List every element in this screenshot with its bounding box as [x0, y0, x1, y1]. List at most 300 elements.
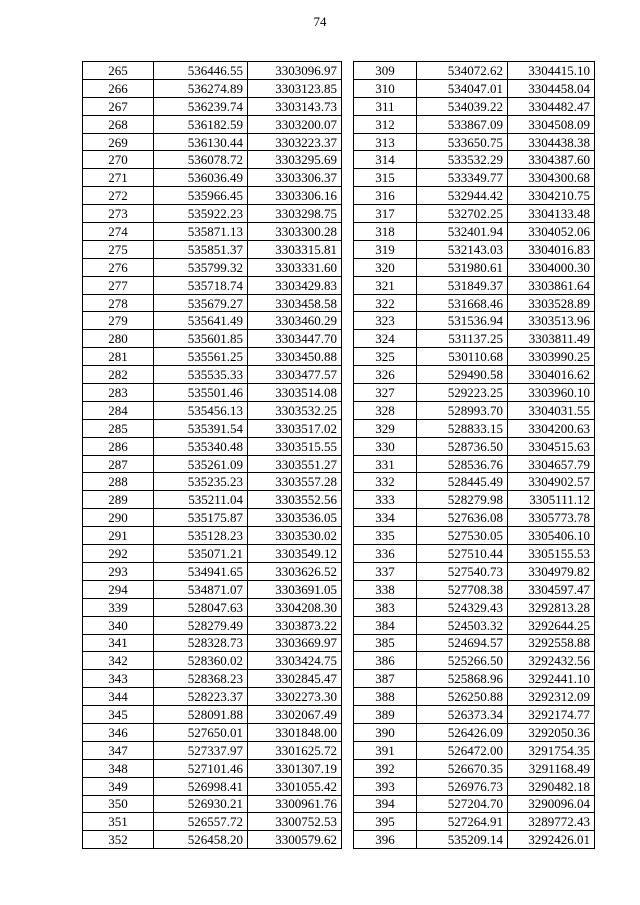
- x-coordinate-cell: 528047.63: [154, 598, 248, 616]
- x-coordinate-cell: 535966.45: [154, 187, 248, 205]
- y-coordinate-cell: 3305155.53: [508, 545, 595, 563]
- table-row: [354, 509, 595, 527]
- y-coordinate-cell: 3303306.16: [248, 187, 342, 205]
- table-row: [354, 205, 595, 223]
- table-row: [83, 187, 342, 205]
- y-coordinate-cell: 3291168.49: [508, 759, 595, 777]
- point-number-cell: 293: [83, 562, 154, 580]
- table-row: [83, 312, 342, 330]
- point-number-cell: 334: [354, 509, 417, 527]
- x-coordinate-cell: 534941.65: [154, 562, 248, 580]
- table-row: [83, 562, 342, 580]
- x-coordinate-cell: 532944.42: [417, 187, 508, 205]
- y-coordinate-cell: 3292050.36: [508, 723, 595, 741]
- x-coordinate-cell: 528445.49: [417, 473, 508, 491]
- table-row: [83, 688, 342, 706]
- coordinates-table-right: [353, 61, 595, 849]
- y-coordinate-cell: 3304415.10: [508, 62, 595, 80]
- y-coordinate-cell: 3292174.77: [508, 706, 595, 724]
- table-row: [83, 133, 342, 151]
- table-row: [83, 473, 342, 491]
- table-row: [83, 330, 342, 348]
- point-number-cell: 282: [83, 366, 154, 384]
- y-coordinate-cell: 3303477.57: [248, 366, 342, 384]
- y-coordinate-cell: 3305111.12: [508, 491, 595, 509]
- y-coordinate-cell: 3304902.57: [508, 473, 595, 491]
- x-coordinate-cell: 527204.70: [417, 795, 508, 813]
- coordinates-table-left: [82, 61, 342, 849]
- table-row: [354, 741, 595, 759]
- y-coordinate-cell: 3304597.47: [508, 580, 595, 598]
- table-row: [83, 401, 342, 419]
- point-number-cell: 330: [354, 437, 417, 455]
- x-coordinate-cell: 535561.25: [154, 348, 248, 366]
- y-coordinate-cell: 3304133.48: [508, 205, 595, 223]
- point-number-cell: 328: [354, 401, 417, 419]
- y-coordinate-cell: 3304016.83: [508, 240, 595, 258]
- point-number-cell: 385: [354, 634, 417, 652]
- point-number-cell: 388: [354, 688, 417, 706]
- point-number-cell: 339: [83, 598, 154, 616]
- x-coordinate-cell: 532401.94: [417, 223, 508, 241]
- y-coordinate-cell: 3303552.56: [248, 491, 342, 509]
- x-coordinate-cell: 534039.22: [417, 97, 508, 115]
- table-row: [354, 115, 595, 133]
- point-number-cell: 274: [83, 223, 154, 241]
- table-row: [354, 562, 595, 580]
- y-coordinate-cell: 3303515.55: [248, 437, 342, 455]
- table-row: [83, 777, 342, 795]
- point-number-cell: 322: [354, 294, 417, 312]
- point-number-cell: 292: [83, 545, 154, 563]
- y-coordinate-cell: 3303223.37: [248, 133, 342, 151]
- x-coordinate-cell: 533532.29: [417, 151, 508, 169]
- y-coordinate-cell: 3303300.28: [248, 223, 342, 241]
- x-coordinate-cell: 534871.07: [154, 580, 248, 598]
- table-row: [83, 723, 342, 741]
- y-coordinate-cell: 3303447.70: [248, 330, 342, 348]
- y-coordinate-cell: 3291754.35: [508, 741, 595, 759]
- x-coordinate-cell: 534072.62: [417, 62, 508, 80]
- y-coordinate-cell: 3303669.97: [248, 634, 342, 652]
- point-number-cell: 272: [83, 187, 154, 205]
- point-number-cell: 340: [83, 616, 154, 634]
- y-coordinate-cell: 3303557.28: [248, 473, 342, 491]
- point-number-cell: 283: [83, 384, 154, 402]
- table-row: [83, 741, 342, 759]
- x-coordinate-cell: 535601.85: [154, 330, 248, 348]
- point-number-cell: 275: [83, 240, 154, 258]
- x-coordinate-cell: 528328.73: [154, 634, 248, 652]
- y-coordinate-cell: 3304979.82: [508, 562, 595, 580]
- y-coordinate-cell: 3303861.64: [508, 276, 595, 294]
- x-coordinate-cell: 535071.21: [154, 545, 248, 563]
- table-row: [354, 759, 595, 777]
- x-coordinate-cell: 534047.01: [417, 79, 508, 97]
- table-row: [354, 62, 595, 80]
- x-coordinate-cell: 530110.68: [417, 348, 508, 366]
- table-row: [83, 79, 342, 97]
- y-coordinate-cell: 3303460.29: [248, 312, 342, 330]
- y-coordinate-cell: 3292312.09: [508, 688, 595, 706]
- x-coordinate-cell: 529223.25: [417, 384, 508, 402]
- table-row: [354, 455, 595, 473]
- table-row: [83, 491, 342, 509]
- x-coordinate-cell: 528279.98: [417, 491, 508, 509]
- point-number-cell: 318: [354, 223, 417, 241]
- x-coordinate-cell: 535209.14: [417, 831, 508, 849]
- point-number-cell: 389: [354, 706, 417, 724]
- y-coordinate-cell: 3303514.08: [248, 384, 342, 402]
- x-coordinate-cell: 529490.58: [417, 366, 508, 384]
- point-number-cell: 289: [83, 491, 154, 509]
- point-number-cell: 270: [83, 151, 154, 169]
- x-coordinate-cell: 526557.72: [154, 813, 248, 831]
- table-row: [354, 491, 595, 509]
- x-coordinate-cell: 528833.15: [417, 419, 508, 437]
- x-coordinate-cell: 532143.03: [417, 240, 508, 258]
- point-number-cell: 344: [83, 688, 154, 706]
- y-coordinate-cell: 3292426.01: [508, 831, 595, 849]
- x-coordinate-cell: 526976.73: [417, 777, 508, 795]
- x-coordinate-cell: 535922.23: [154, 205, 248, 223]
- y-coordinate-cell: 3304458.04: [508, 79, 595, 97]
- x-coordinate-cell: 526426.09: [417, 723, 508, 741]
- x-coordinate-cell: 535535.33: [154, 366, 248, 384]
- x-coordinate-cell: 528993.70: [417, 401, 508, 419]
- x-coordinate-cell: 526250.88: [417, 688, 508, 706]
- y-coordinate-cell: 3303626.52: [248, 562, 342, 580]
- y-coordinate-cell: 3303295.69: [248, 151, 342, 169]
- x-coordinate-cell: 526373.34: [417, 706, 508, 724]
- y-coordinate-cell: 3292432.56: [508, 652, 595, 670]
- x-coordinate-cell: 526472.00: [417, 741, 508, 759]
- point-number-cell: 386: [354, 652, 417, 670]
- y-coordinate-cell: 3292813.28: [508, 598, 595, 616]
- y-coordinate-cell: 3302273.30: [248, 688, 342, 706]
- y-coordinate-cell: 3304438.38: [508, 133, 595, 151]
- y-coordinate-cell: 3290482.18: [508, 777, 595, 795]
- table-row: [354, 133, 595, 151]
- point-number-cell: 312: [354, 115, 417, 133]
- point-number-cell: 311: [354, 97, 417, 115]
- point-number-cell: 350: [83, 795, 154, 813]
- point-number-cell: 294: [83, 580, 154, 598]
- point-number-cell: 319: [354, 240, 417, 258]
- y-coordinate-cell: 3303200.07: [248, 115, 342, 133]
- table-row: [354, 384, 595, 402]
- point-number-cell: 276: [83, 258, 154, 276]
- y-coordinate-cell: 3303530.02: [248, 527, 342, 545]
- table-row: [83, 258, 342, 276]
- x-coordinate-cell: 527510.44: [417, 545, 508, 563]
- table-row: [354, 795, 595, 813]
- y-coordinate-cell: 3303549.12: [248, 545, 342, 563]
- y-coordinate-cell: 3303315.81: [248, 240, 342, 258]
- table-row: [354, 813, 595, 831]
- table-row: [354, 545, 595, 563]
- table-row: [83, 240, 342, 258]
- point-number-cell: 317: [354, 205, 417, 223]
- point-number-cell: 314: [354, 151, 417, 169]
- x-coordinate-cell: 531849.37: [417, 276, 508, 294]
- point-number-cell: 395: [354, 813, 417, 831]
- x-coordinate-cell: 525266.50: [417, 652, 508, 670]
- x-coordinate-cell: 535871.13: [154, 223, 248, 241]
- y-coordinate-cell: 3301848.00: [248, 723, 342, 741]
- y-coordinate-cell: 3303528.89: [508, 294, 595, 312]
- point-number-cell: 349: [83, 777, 154, 795]
- x-coordinate-cell: 527636.08: [417, 509, 508, 527]
- x-coordinate-cell: 527650.01: [154, 723, 248, 741]
- x-coordinate-cell: 531668.46: [417, 294, 508, 312]
- table-row: [83, 795, 342, 813]
- point-number-cell: 338: [354, 580, 417, 598]
- point-number-cell: 315: [354, 169, 417, 187]
- y-coordinate-cell: 3303424.75: [248, 652, 342, 670]
- table-row: [83, 205, 342, 223]
- x-coordinate-cell: 535261.09: [154, 455, 248, 473]
- table-row: [83, 831, 342, 849]
- y-coordinate-cell: 3304210.75: [508, 187, 595, 205]
- table-row: [83, 759, 342, 777]
- point-number-cell: 351: [83, 813, 154, 831]
- y-coordinate-cell: 3303811.49: [508, 330, 595, 348]
- y-coordinate-cell: 3292644.25: [508, 616, 595, 634]
- y-coordinate-cell: 3304200.63: [508, 419, 595, 437]
- table-row: [354, 294, 595, 312]
- table-row: [354, 777, 595, 795]
- x-coordinate-cell: 531980.61: [417, 258, 508, 276]
- table-row: [83, 223, 342, 241]
- table-row: [83, 62, 342, 80]
- y-coordinate-cell: 3304016.62: [508, 366, 595, 384]
- point-number-cell: 266: [83, 79, 154, 97]
- point-number-cell: 383: [354, 598, 417, 616]
- y-coordinate-cell: 3303298.75: [248, 205, 342, 223]
- table-row: [83, 616, 342, 634]
- x-coordinate-cell: 528360.02: [154, 652, 248, 670]
- point-number-cell: 394: [354, 795, 417, 813]
- y-coordinate-cell: 3303551.27: [248, 455, 342, 473]
- table-row: [354, 366, 595, 384]
- x-coordinate-cell: 536078.72: [154, 151, 248, 169]
- table-row: [83, 580, 342, 598]
- y-coordinate-cell: 3300752.53: [248, 813, 342, 831]
- point-number-cell: 396: [354, 831, 417, 849]
- y-coordinate-cell: 3303517.02: [248, 419, 342, 437]
- table-row: [354, 580, 595, 598]
- y-coordinate-cell: 3305406.10: [508, 527, 595, 545]
- table-row: [354, 616, 595, 634]
- point-number-cell: 341: [83, 634, 154, 652]
- x-coordinate-cell: 535799.32: [154, 258, 248, 276]
- point-number-cell: 327: [354, 384, 417, 402]
- table-row: [83, 115, 342, 133]
- table-row: [354, 169, 595, 187]
- x-coordinate-cell: 536446.55: [154, 62, 248, 80]
- table-row: [354, 634, 595, 652]
- table-row: [354, 831, 595, 849]
- y-coordinate-cell: 3305773.78: [508, 509, 595, 527]
- y-coordinate-cell: 3303429.83: [248, 276, 342, 294]
- point-number-cell: 326: [354, 366, 417, 384]
- table-row: [354, 97, 595, 115]
- point-number-cell: 335: [354, 527, 417, 545]
- y-coordinate-cell: 3289772.43: [508, 813, 595, 831]
- table-row: [83, 97, 342, 115]
- table-row: [354, 223, 595, 241]
- table-row: [83, 527, 342, 545]
- coordinates-table-left-body: [83, 62, 342, 849]
- point-number-cell: 268: [83, 115, 154, 133]
- table-row: [354, 437, 595, 455]
- y-coordinate-cell: 3304031.55: [508, 401, 595, 419]
- x-coordinate-cell: 524503.32: [417, 616, 508, 634]
- x-coordinate-cell: 531137.25: [417, 330, 508, 348]
- point-number-cell: 387: [354, 670, 417, 688]
- table-row: [83, 455, 342, 473]
- point-number-cell: 285: [83, 419, 154, 437]
- y-coordinate-cell: 3304515.63: [508, 437, 595, 455]
- table-row: [83, 419, 342, 437]
- x-coordinate-cell: 535235.23: [154, 473, 248, 491]
- point-number-cell: 324: [354, 330, 417, 348]
- x-coordinate-cell: 536182.59: [154, 115, 248, 133]
- x-coordinate-cell: 524694.57: [417, 634, 508, 652]
- y-coordinate-cell: 3304300.68: [508, 169, 595, 187]
- point-number-cell: 390: [354, 723, 417, 741]
- point-number-cell: 336: [354, 545, 417, 563]
- point-number-cell: 347: [83, 741, 154, 759]
- x-coordinate-cell: 526930.21: [154, 795, 248, 813]
- point-number-cell: 348: [83, 759, 154, 777]
- y-coordinate-cell: 3304482.47: [508, 97, 595, 115]
- table-row: [83, 384, 342, 402]
- point-number-cell: 309: [354, 62, 417, 80]
- y-coordinate-cell: 3303536.05: [248, 509, 342, 527]
- x-coordinate-cell: 535501.46: [154, 384, 248, 402]
- table-row: [354, 527, 595, 545]
- y-coordinate-cell: 3303143.73: [248, 97, 342, 115]
- table-row: [83, 366, 342, 384]
- point-number-cell: 267: [83, 97, 154, 115]
- y-coordinate-cell: 3303691.05: [248, 580, 342, 598]
- x-coordinate-cell: 527530.05: [417, 527, 508, 545]
- table-row: [83, 670, 342, 688]
- x-coordinate-cell: 536274.89: [154, 79, 248, 97]
- point-number-cell: 329: [354, 419, 417, 437]
- table-row: [354, 473, 595, 491]
- table-row: [354, 187, 595, 205]
- point-number-cell: 290: [83, 509, 154, 527]
- y-coordinate-cell: 3302845.47: [248, 670, 342, 688]
- y-coordinate-cell: 3292441.10: [508, 670, 595, 688]
- y-coordinate-cell: 3303873.22: [248, 616, 342, 634]
- table-row: [83, 348, 342, 366]
- point-number-cell: 345: [83, 706, 154, 724]
- table-row: [354, 652, 595, 670]
- point-number-cell: 279: [83, 312, 154, 330]
- point-number-cell: 284: [83, 401, 154, 419]
- table-row: [354, 258, 595, 276]
- y-coordinate-cell: 3303331.60: [248, 258, 342, 276]
- y-coordinate-cell: 3303513.96: [508, 312, 595, 330]
- x-coordinate-cell: 535211.04: [154, 491, 248, 509]
- x-coordinate-cell: 536130.44: [154, 133, 248, 151]
- table-row: [83, 151, 342, 169]
- x-coordinate-cell: 527101.46: [154, 759, 248, 777]
- x-coordinate-cell: 526458.20: [154, 831, 248, 849]
- table-row: [83, 813, 342, 831]
- y-coordinate-cell: 3304052.06: [508, 223, 595, 241]
- table-row: [354, 312, 595, 330]
- point-number-cell: 337: [354, 562, 417, 580]
- x-coordinate-cell: 528368.23: [154, 670, 248, 688]
- page-number: 74: [313, 14, 327, 29]
- table-row: [354, 670, 595, 688]
- y-coordinate-cell: 3304508.09: [508, 115, 595, 133]
- y-coordinate-cell: 3290096.04: [508, 795, 595, 813]
- x-coordinate-cell: 526670.35: [417, 759, 508, 777]
- y-coordinate-cell: 3304208.30: [248, 598, 342, 616]
- x-coordinate-cell: 528736.50: [417, 437, 508, 455]
- point-number-cell: 346: [83, 723, 154, 741]
- table-row: [354, 240, 595, 258]
- x-coordinate-cell: 536239.74: [154, 97, 248, 115]
- x-coordinate-cell: 535128.23: [154, 527, 248, 545]
- point-number-cell: 352: [83, 831, 154, 849]
- x-coordinate-cell: 525868.96: [417, 670, 508, 688]
- x-coordinate-cell: 535851.37: [154, 240, 248, 258]
- x-coordinate-cell: 535175.87: [154, 509, 248, 527]
- point-number-cell: 332: [354, 473, 417, 491]
- point-number-cell: 310: [354, 79, 417, 97]
- table-row: [354, 598, 595, 616]
- point-number-cell: 325: [354, 348, 417, 366]
- y-coordinate-cell: 3302067.49: [248, 706, 342, 724]
- table-row: [83, 276, 342, 294]
- table-row: [83, 437, 342, 455]
- y-coordinate-cell: 3303960.10: [508, 384, 595, 402]
- table-row: [354, 419, 595, 437]
- y-coordinate-cell: 3303458.58: [248, 294, 342, 312]
- x-coordinate-cell: 532702.25: [417, 205, 508, 223]
- y-coordinate-cell: 3292558.88: [508, 634, 595, 652]
- point-number-cell: 323: [354, 312, 417, 330]
- point-number-cell: 271: [83, 169, 154, 187]
- x-coordinate-cell: 528091.88: [154, 706, 248, 724]
- table-row: [354, 330, 595, 348]
- table-row: [354, 79, 595, 97]
- y-coordinate-cell: 3301307.19: [248, 759, 342, 777]
- table-row: [354, 401, 595, 419]
- y-coordinate-cell: 3304657.79: [508, 455, 595, 473]
- table-row: [354, 276, 595, 294]
- x-coordinate-cell: 535718.74: [154, 276, 248, 294]
- x-coordinate-cell: 527337.97: [154, 741, 248, 759]
- point-number-cell: 280: [83, 330, 154, 348]
- point-number-cell: 384: [354, 616, 417, 634]
- table-row: [83, 706, 342, 724]
- table-row: [83, 509, 342, 527]
- x-coordinate-cell: 535391.54: [154, 419, 248, 437]
- x-coordinate-cell: 528536.76: [417, 455, 508, 473]
- table-row: [83, 634, 342, 652]
- table-row: [83, 294, 342, 312]
- x-coordinate-cell: 535456.13: [154, 401, 248, 419]
- point-number-cell: 273: [83, 205, 154, 223]
